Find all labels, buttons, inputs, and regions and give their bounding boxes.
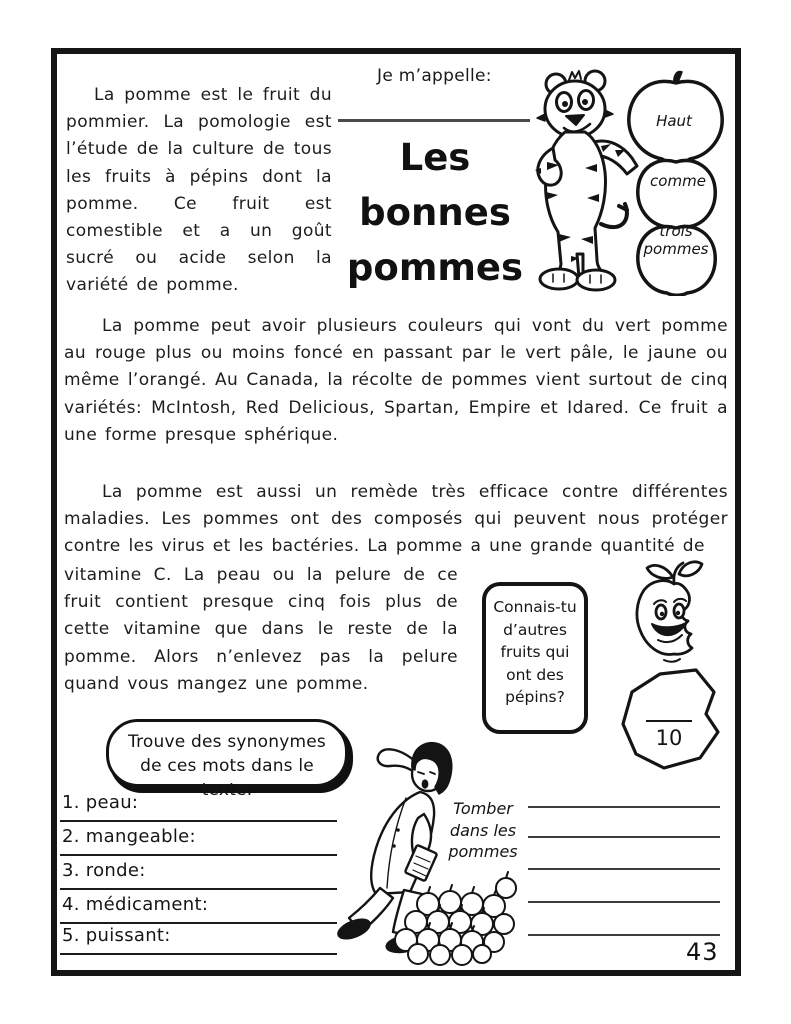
- synonym-label-5: 5. puissant:: [62, 925, 171, 946]
- title-line-3: pommes: [346, 246, 524, 289]
- page-number: 43: [686, 938, 719, 966]
- title-line-1: Les: [399, 136, 471, 179]
- question-line-3: fruits qui: [500, 643, 570, 661]
- name-blank-line[interactable]: [338, 102, 530, 122]
- paragraph-intro-text: La pomme est le fruit du pommier. La pomologie est l’étude de la culture de tous les fruits à pépins dont la pomme. Ce fruit est comestible et a un goût sucré ou acide selon la variété de pomme.: [66, 85, 332, 296]
- paragraph-remedy-wide: La pomme est aussi un remède très efficace contre différentes maladies. Les pommes ont des composés qui peuvent nous protéger contre les virus et les bactéries. La pomme a une grande quantité de: [64, 482, 728, 557]
- bitten-apple-icon: [628, 560, 722, 672]
- question-line-1: Connais-tu: [493, 598, 577, 616]
- name-label: Je m’appelle:: [377, 66, 492, 86]
- idiom-caption: [444, 798, 522, 863]
- answer-line-1[interactable]: [528, 806, 720, 808]
- score-box: [618, 668, 724, 770]
- synonym-row-4[interactable]: [60, 894, 337, 924]
- synonym-label-2: 2. mangeable:: [62, 826, 196, 847]
- answer-line-3[interactable]: [528, 868, 720, 870]
- paragraph-remedy-narrow: vitamine C. La peau ou la pelure de ce fruit contient presque cinq fois plus de cette vitamine que dans le reste de la pomme. Alors n’enlevez pas la pelure quand vous mangez une pomme.: [64, 565, 458, 694]
- answer-line-5[interactable]: [528, 934, 720, 936]
- task-box: Trouve des synonymes de ces mots dans le texte.: [106, 719, 348, 787]
- idiom-caption-line-1: Tomber: [453, 799, 513, 818]
- apple-stack-label-3: trois pommes: [643, 222, 709, 258]
- synonym-row-5[interactable]: [60, 925, 337, 955]
- score-blank-line[interactable]: [646, 720, 692, 722]
- synonym-row-2[interactable]: [60, 826, 337, 856]
- synonym-row-1[interactable]: [60, 792, 337, 822]
- apple-stack-label-1: Haut: [656, 112, 692, 130]
- idiom-caption-line-3: pommes: [448, 842, 518, 861]
- page-title: [336, 130, 534, 295]
- question-line-2: d’autres: [503, 620, 567, 639]
- answer-line-4[interactable]: [528, 901, 720, 903]
- question-line-5: pépins?: [505, 688, 565, 706]
- synonym-label-1: 1. peau:: [62, 792, 139, 813]
- apple-stack-illustration: [616, 70, 732, 296]
- score-total: 10: [655, 726, 683, 750]
- question-line-4: ont des: [506, 665, 564, 684]
- paragraph-intro: [66, 82, 332, 300]
- answer-line-2[interactable]: [528, 836, 720, 838]
- synonym-label-3: 3. ronde:: [62, 860, 146, 881]
- title-line-2: bonnes: [359, 191, 511, 234]
- apple-stack-label-2: comme: [650, 172, 706, 190]
- idiom-caption-line-2: dans les: [449, 820, 517, 840]
- bitten-apple-illustration: [628, 560, 722, 672]
- synonym-row-3[interactable]: [60, 860, 337, 890]
- question-box: [482, 582, 588, 734]
- synonym-label-4: 4. médicament:: [62, 894, 209, 915]
- paragraph-colors: La pomme peut avoir plusieurs couleurs qui vont du vert pomme au rouge plus ou moins foncé en passant par le vert pâle, le jaune ou même l’orangé. Au Canada, la récolte de pommes vient surtout de cinq variétés: McIntosh, Red Delicious, Spartan, Empire et Idared. Ce fruit a une forme presque sphérique.: [64, 316, 728, 445]
- score-blob-shape: [618, 668, 724, 770]
